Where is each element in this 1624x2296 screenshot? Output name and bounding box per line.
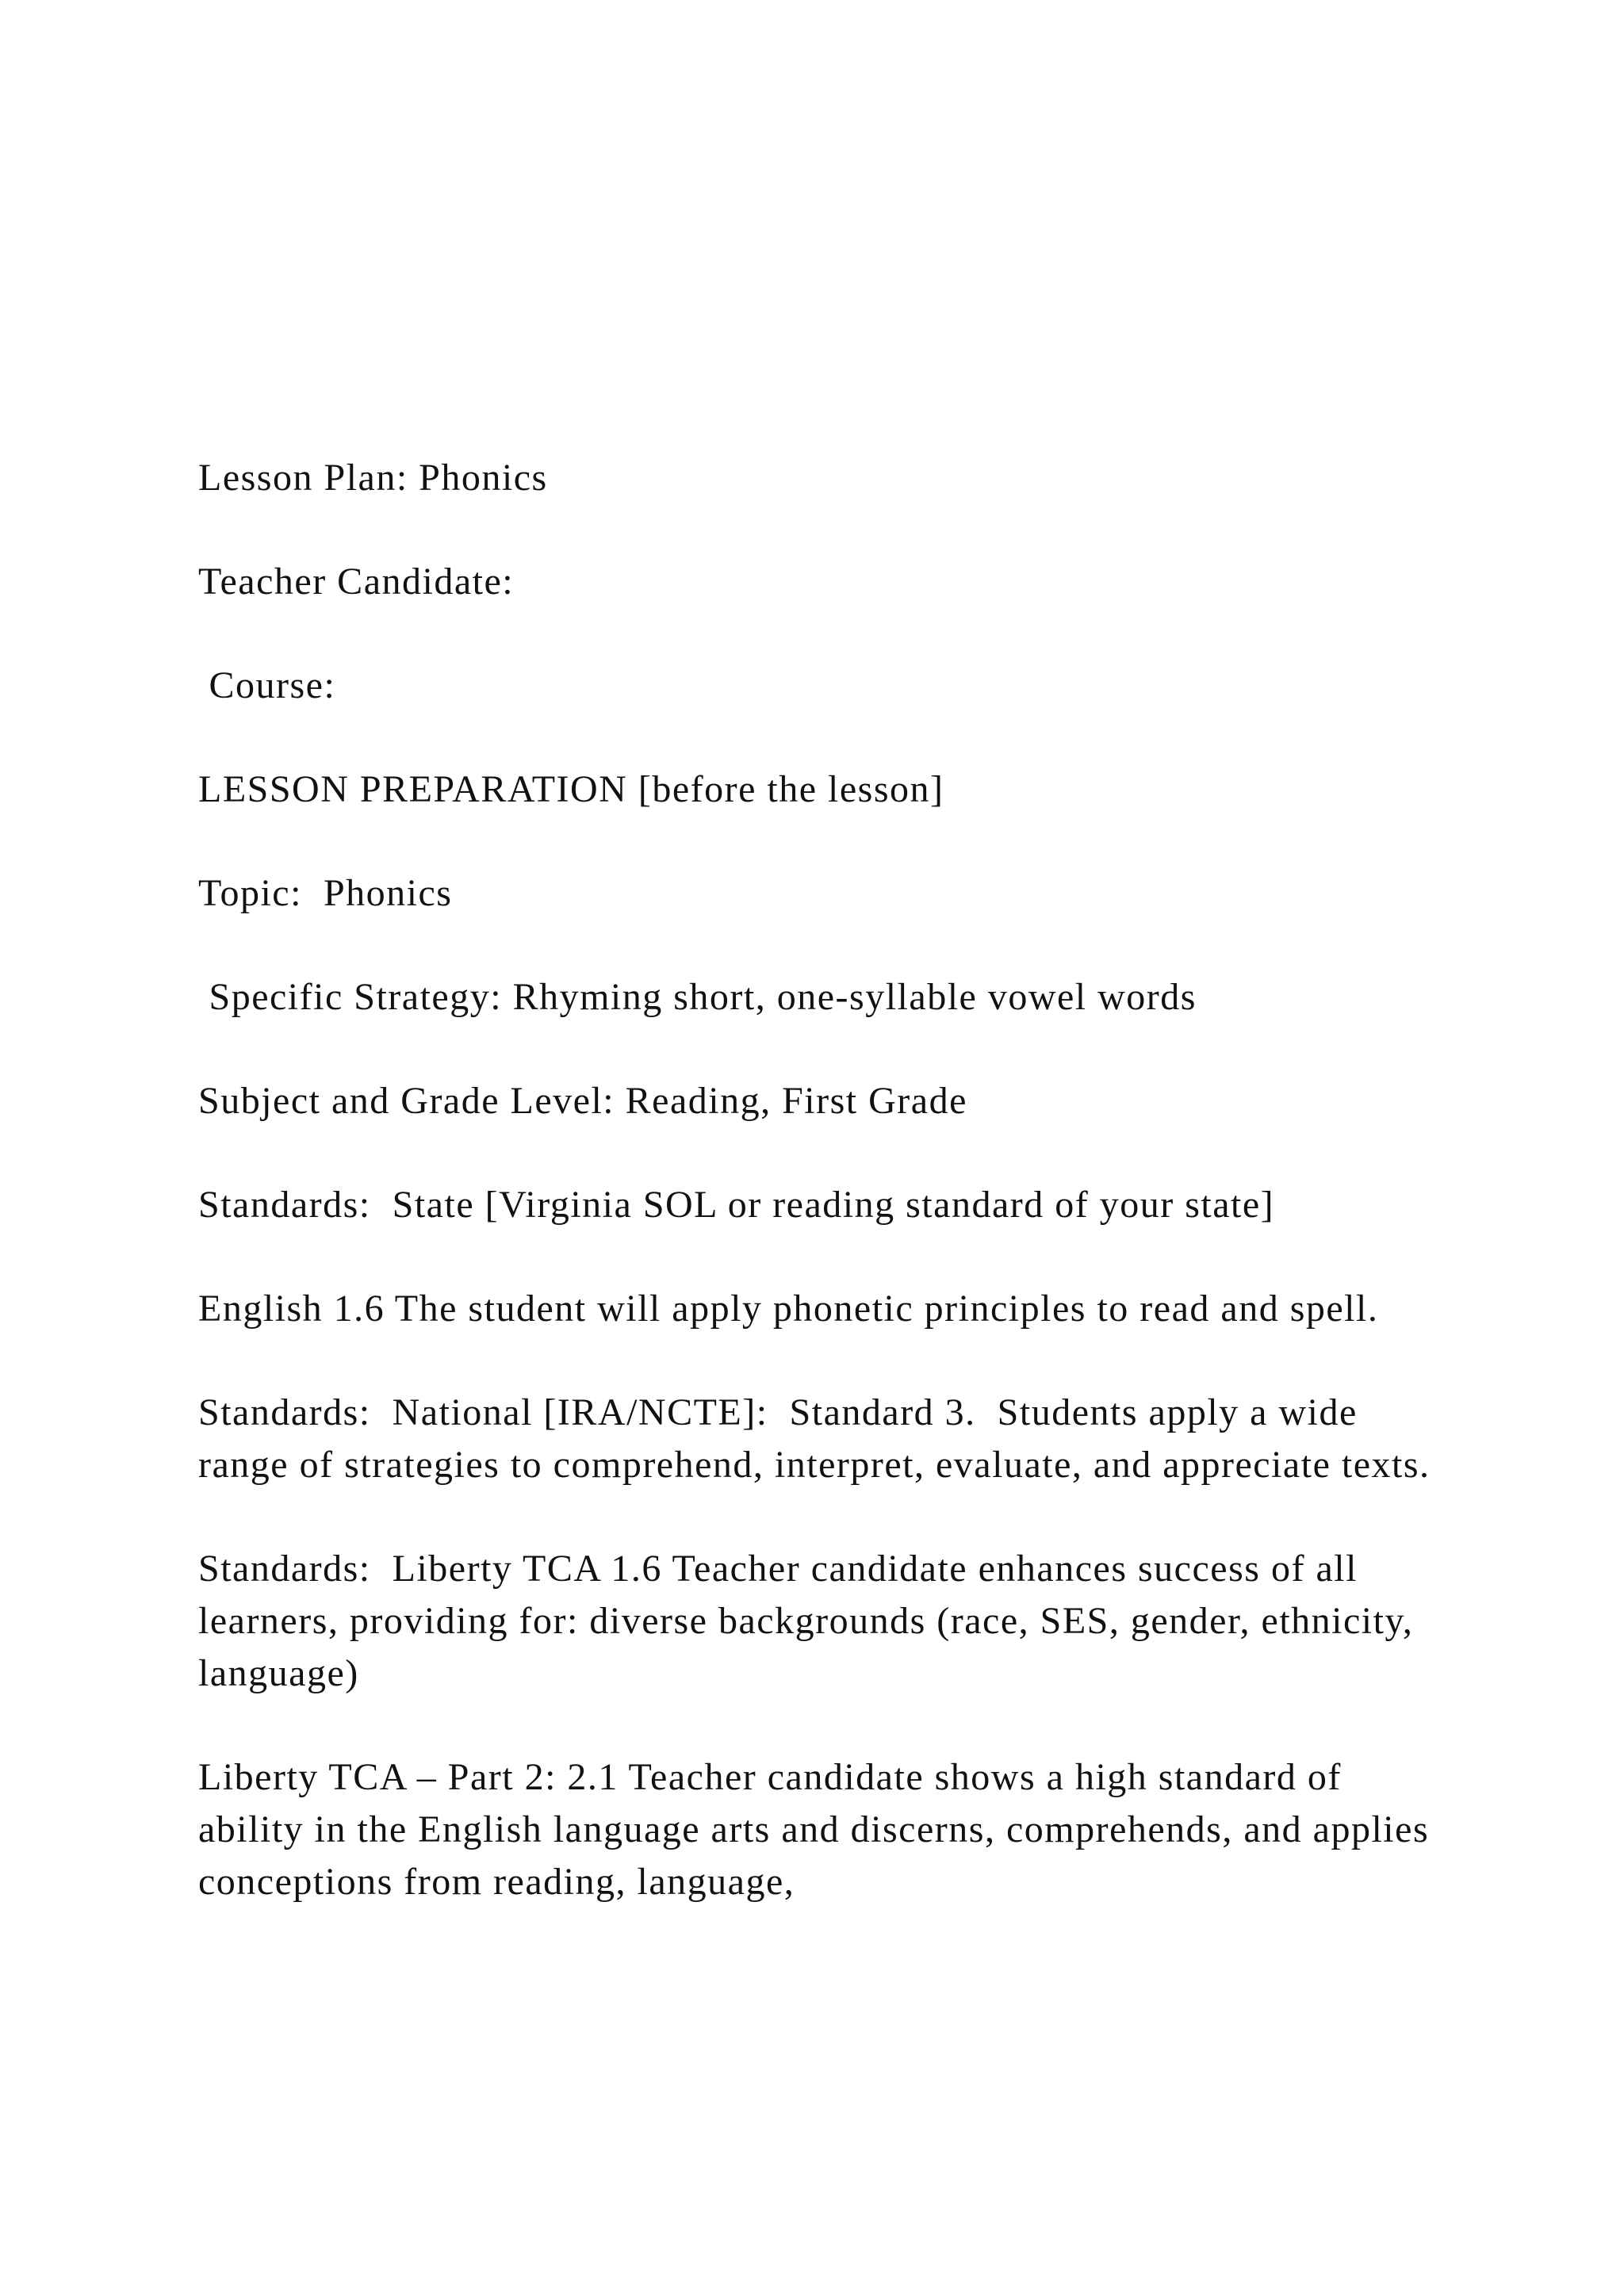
section-heading-lesson-preparation: LESSON PREPARATION [before the lesson] (198, 768, 944, 810)
course-label: Course: (198, 664, 336, 706)
document-body (198, 452, 1440, 1960)
document-title: Lesson Plan: Phonics (198, 457, 548, 499)
standards-state-paragraph: Standards: State [Virginia SOL or reading standard of your state] (198, 1184, 1275, 1226)
standards-liberty-paragraph: Standards: Liberty TCA 1.6 Teacher candidate enhances success of all learners, providing for: diverse backgrounds (race, SES, gender, ethnicity, language) (198, 1548, 1424, 1694)
standards-national-paragraph: Standards: National [IRA/NCTE]: Standard 3. Students apply a wide range of strategies to comprehend, interpret, evaluate, and appreciate texts. (198, 1391, 1431, 1486)
specific-strategy-line: Specific Strategy: Rhyming short, one-syllable vowel words (198, 976, 1197, 1018)
subject-grade-line: Subject and Grade Level: Reading, First Grade (198, 1080, 967, 1122)
english-standard-paragraph: English 1.6 The student will apply phonetic principles to read and spell. (198, 1288, 1379, 1330)
topic-line: Topic: Phonics (198, 872, 453, 914)
liberty-part2-paragraph: Liberty TCA – Part 2: 2.1 Teacher candidate shows a high standard of ability in the English language arts and discerns, comprehends, and applies conceptions from reading, language, (198, 1756, 1440, 1903)
teacher-candidate-label: Teacher Candidate: (198, 561, 515, 603)
